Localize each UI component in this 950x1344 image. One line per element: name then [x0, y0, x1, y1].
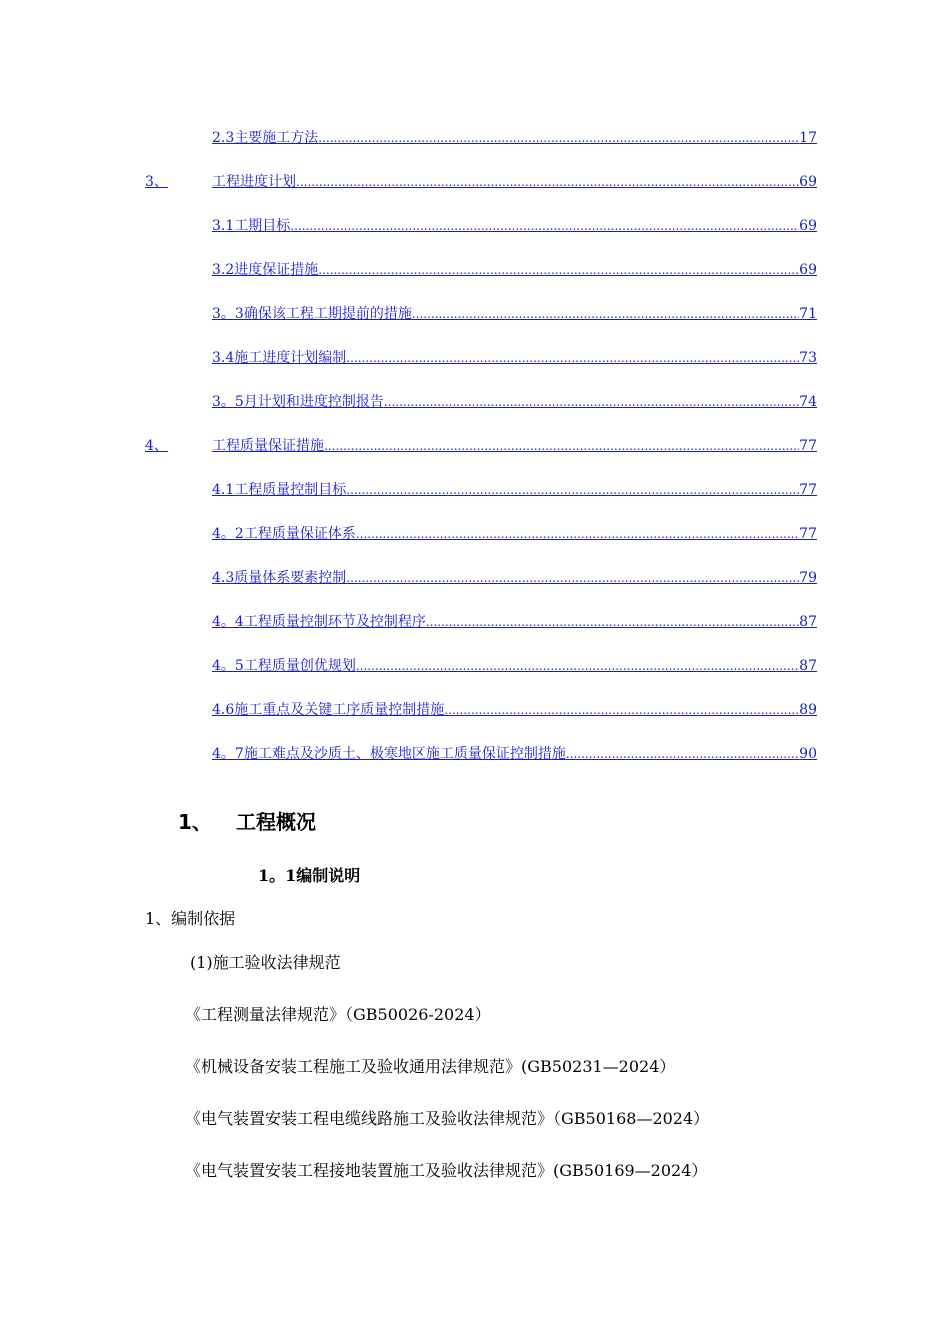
toc-leader-dots	[290, 215, 799, 237]
toc-entry-page: 77	[799, 438, 817, 454]
toc-entry-link[interactable]	[212, 435, 817, 457]
subsection-heading: 1。1编制说明	[258, 866, 361, 885]
toc-leader-dots	[324, 435, 799, 457]
toc-entry[interactable]	[0, 743, 950, 765]
toc-entry[interactable]	[0, 435, 950, 457]
toc-leader-dots	[356, 655, 799, 677]
toc-entry-page: 73	[799, 350, 817, 366]
toc-entry-page: 89	[799, 702, 817, 718]
toc-entry-page: 69	[799, 218, 817, 234]
toc-entry-title: 4。4工程质量控制环节及控制程序	[212, 614, 426, 630]
toc-entry-page: 90	[799, 746, 817, 762]
paragraph: 《工程测量法律规范》（GB50026-2024）	[185, 1005, 491, 1024]
toc-entry-page: 74	[799, 394, 817, 410]
toc-entry[interactable]	[0, 611, 950, 633]
toc-entry-title: 3。3确保该工程工期提前的措施	[212, 306, 412, 322]
toc-entry-number: 4、	[145, 438, 168, 454]
paragraph: 《电气装置安装工程电缆线路施工及验收法律规范》（GB50168—2024）	[185, 1109, 710, 1128]
toc-leader-dots	[346, 479, 799, 501]
paragraph: 《机械设备安装工程施工及验收通用法律规范》(GB50231—2024）	[185, 1057, 676, 1076]
toc-entry[interactable]	[0, 347, 950, 369]
toc-entry-number: 3、	[145, 174, 168, 190]
toc-entry-link[interactable]	[212, 347, 817, 369]
toc-entry[interactable]	[0, 259, 950, 281]
toc-entry-page: 71	[799, 306, 817, 322]
toc-entry[interactable]	[0, 699, 950, 721]
toc-leader-dots	[346, 347, 799, 369]
toc-entry-link[interactable]	[212, 523, 817, 545]
toc-entry-link[interactable]	[212, 259, 817, 281]
toc-entry[interactable]	[0, 567, 950, 589]
paragraph: 1、编制依据	[145, 909, 236, 928]
toc-entry-link[interactable]	[212, 391, 817, 413]
toc-entry-link[interactable]	[212, 567, 817, 589]
toc-entry[interactable]	[0, 303, 950, 325]
toc-entry-title: 4。5工程质量创优规划	[212, 658, 356, 674]
toc-entry-page: 77	[799, 482, 817, 498]
paragraph: (1)施工验收法律规范	[190, 953, 341, 972]
toc-entry-title: 工程进度计划	[212, 174, 296, 190]
toc-entry-title: 4.6施工重点及关键工序质量控制措施	[212, 702, 445, 718]
toc-leader-dots	[566, 743, 799, 765]
toc-entry-title: 2.3主要施工方法	[212, 130, 319, 146]
toc-entry-title: 3.2进度保证措施	[212, 262, 319, 278]
toc-entry-link[interactable]	[212, 215, 817, 237]
toc-entry[interactable]	[0, 655, 950, 677]
toc-entry-page: 87	[799, 658, 817, 674]
toc-leader-dots	[318, 259, 799, 281]
toc-entry[interactable]	[0, 479, 950, 501]
toc-entry-page: 77	[799, 526, 817, 542]
toc-entry-link[interactable]	[212, 655, 817, 677]
toc-entry-page: 69	[799, 174, 817, 190]
toc-leader-dots	[318, 127, 799, 149]
toc-entry-page: 17	[799, 130, 817, 146]
toc-entry-title: 3.1工期目标	[212, 218, 291, 234]
toc-entry-title: 4.3质量体系要素控制	[212, 570, 347, 586]
toc-entry-title: 4。7施工难点及沙质土、极寒地区施工质量保证控制措施	[212, 746, 566, 762]
section-heading-title: 工程概况	[236, 810, 316, 834]
toc-entry-link[interactable]	[212, 743, 817, 765]
toc-leader-dots	[426, 611, 799, 633]
toc-entry[interactable]	[0, 171, 950, 193]
toc-leader-dots	[296, 171, 799, 193]
toc-entry-link[interactable]	[212, 127, 817, 149]
toc-entry[interactable]	[0, 127, 950, 149]
section-heading-number: 1、	[178, 810, 212, 834]
toc-entry-link[interactable]	[212, 303, 817, 325]
toc-entry[interactable]	[0, 215, 950, 237]
toc-entry-title: 4。2工程质量保证体系	[212, 526, 356, 542]
toc-entry-title: 3。5月计划和进度控制报告	[212, 394, 384, 410]
paragraph: 《电气装置安装工程接地装置施工及验收法律规范》(GB50169—2024）	[185, 1161, 708, 1180]
toc-entry[interactable]	[0, 523, 950, 545]
toc-leader-dots	[412, 303, 799, 325]
toc-entry[interactable]	[0, 391, 950, 413]
toc-entry-title: 工程质量保证措施	[212, 438, 324, 454]
toc-leader-dots	[384, 391, 799, 413]
toc-entry-page: 79	[799, 570, 817, 586]
toc-entry-page: 87	[799, 614, 817, 630]
toc-entry-title: 4.1工程质量控制目标	[212, 482, 347, 498]
toc-leader-dots	[444, 699, 799, 721]
toc-entry-link[interactable]	[212, 171, 817, 193]
toc-leader-dots	[356, 523, 799, 545]
toc-entry-title: 3.4施工进度计划编制	[212, 350, 347, 366]
toc-entry-link[interactable]	[212, 611, 817, 633]
section-heading	[178, 806, 316, 835]
toc-leader-dots	[346, 567, 799, 589]
toc-entry-link[interactable]	[212, 479, 817, 501]
toc-entry-link[interactable]	[212, 699, 817, 721]
toc-entry-page: 69	[799, 262, 817, 278]
